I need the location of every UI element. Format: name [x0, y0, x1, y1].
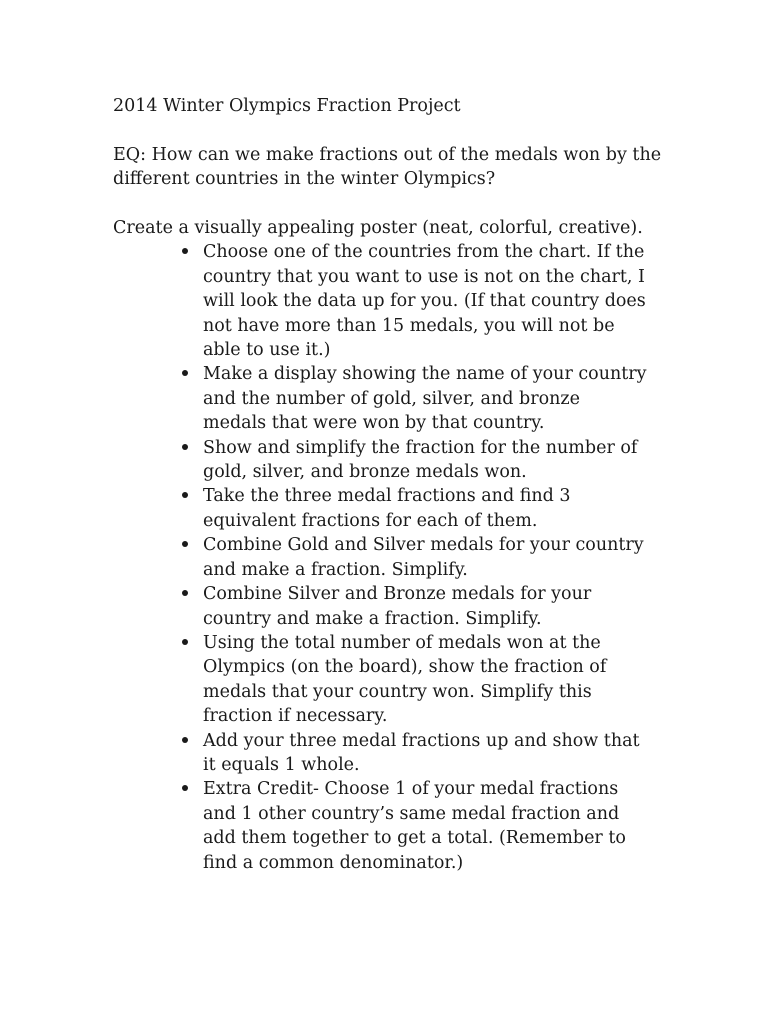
list-item-text: Make a display showing the name of your country and the number of gold, silver, and bronze medals that were won by that country. [203, 364, 647, 434]
bullet-icon [180, 484, 190, 508]
list-item-text: Combine Silver and Bronze medals for your country and make a fraction. Simplify. [203, 584, 592, 629]
list-item-text: Using the total number of medals won at the Olympics (on the board), show the fraction of medals that your country won. Simplify this fraction if necessary. [203, 632, 607, 727]
bullet-icon [180, 582, 190, 606]
intro-line: Create a visually appealing poster (neat, colorful, creative). [113, 218, 643, 238]
list-item-text: Extra Credit- Choose 1 of your medal fractions and 1 other country’s same medal fraction and add them together to get a total. (Remember to find a common denominator.) [203, 779, 626, 873]
bullet-icon [180, 631, 190, 655]
bullet-icon [180, 777, 190, 801]
bullet-icon [180, 436, 190, 460]
list-item [203, 436, 648, 485]
list-item-text: Combine Gold and Silver medals for your country and make a fraction. Simplify. [203, 535, 644, 580]
bullet-icon [180, 362, 190, 386]
bullet-icon [180, 533, 190, 557]
document-title: 2014 Winter Olympics Fraction Project [113, 96, 461, 116]
list-item [203, 729, 648, 778]
list-item [203, 533, 648, 582]
list-item-text: Add your three medal fractions up and show that it equals 1 whole. [203, 730, 640, 775]
list-item [203, 240, 648, 362]
bullet-icon [180, 729, 190, 753]
list-item [203, 582, 648, 631]
list-item-text: Choose one of the countries from the chart. If the country that you want to use is not on the chart, I will look the data up for you. (If that country does not have more than 15 medals, you will not be able to use it.) [203, 242, 646, 361]
list-item [203, 631, 648, 729]
list-item [203, 777, 648, 875]
bullet-icon [180, 240, 190, 264]
list-item [203, 484, 648, 533]
essential-question: EQ: How can we make fractions out of the medals won by the different countries in the winter Olympics? [113, 144, 662, 190]
document-body [113, 94, 673, 875]
list-item [203, 362, 648, 435]
list-item-text: Show and simplify the fraction for the number of gold, silver, and bronze medals won. [203, 437, 638, 483]
task-list [113, 240, 648, 875]
list-item-text: Take the three medal fractions and find 3 equivalent fractions for each of them. [203, 486, 571, 531]
